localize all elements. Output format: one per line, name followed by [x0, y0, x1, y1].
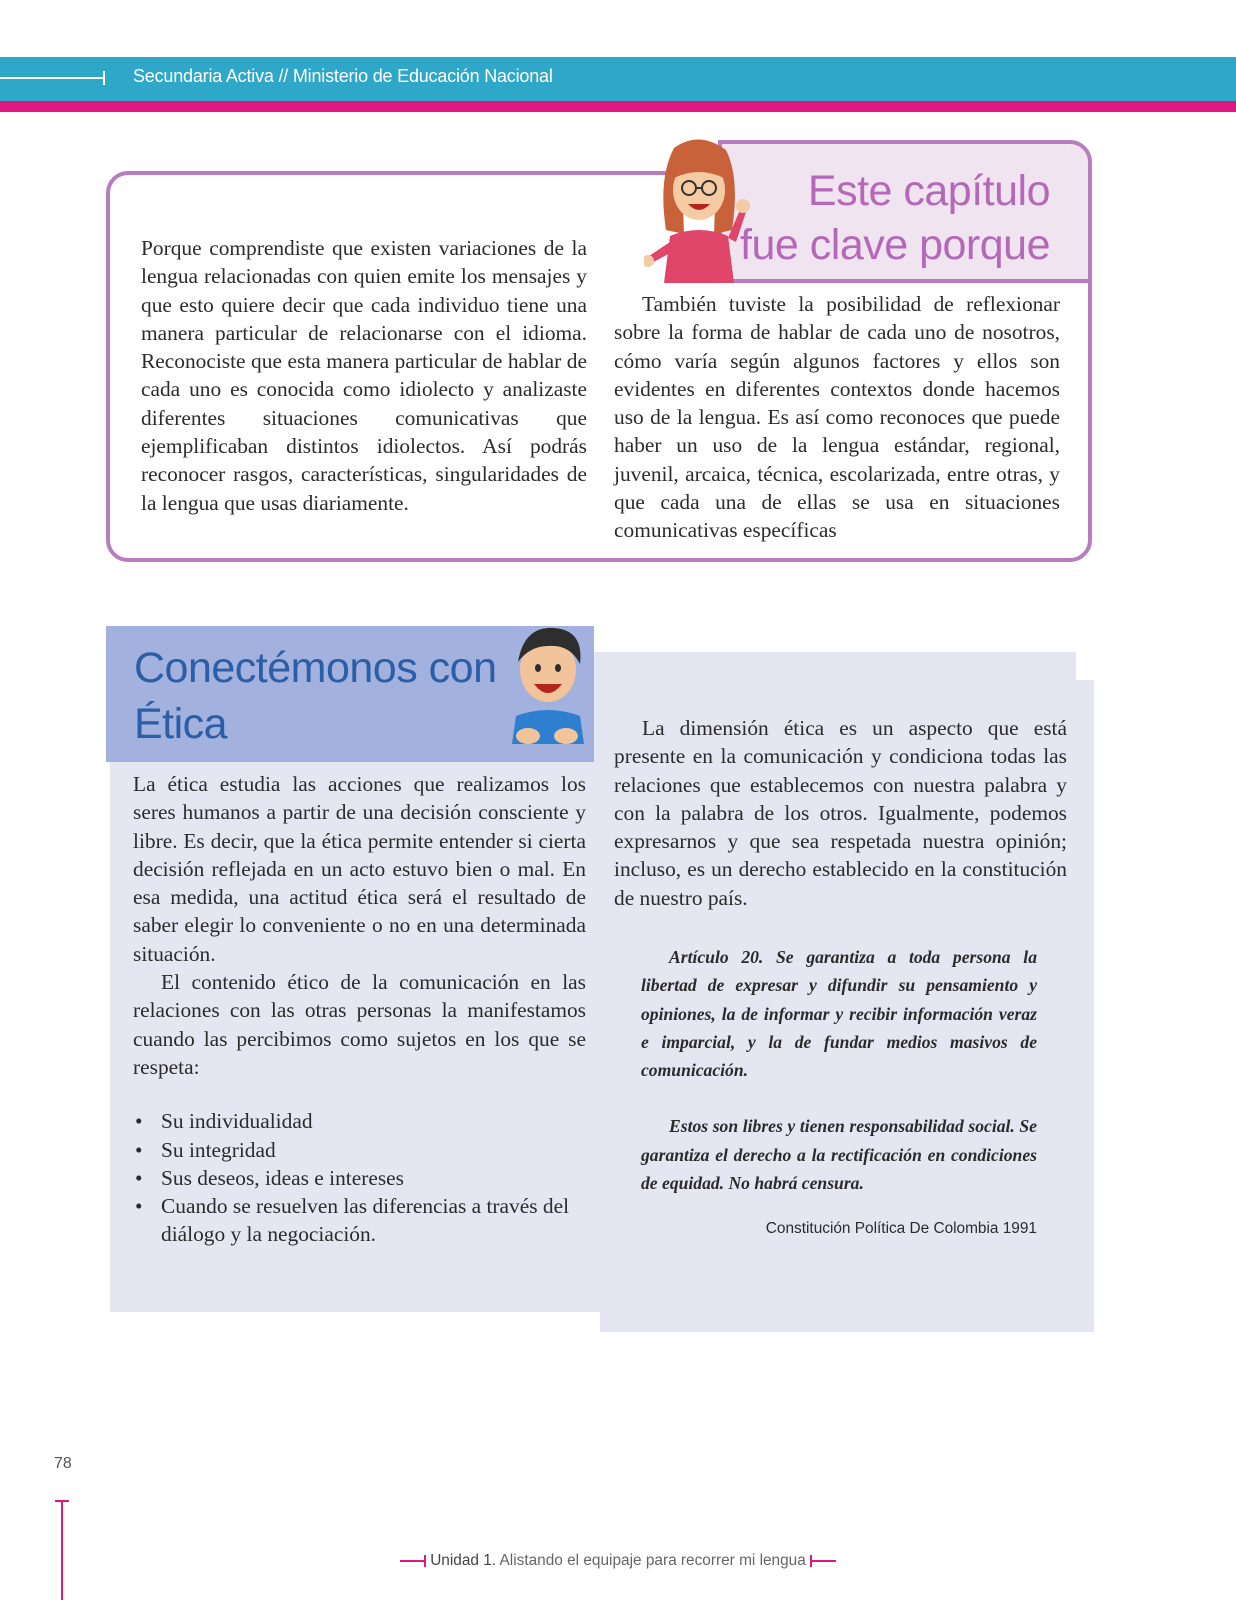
header-rule: [0, 77, 104, 79]
footer-unit-label: Unidad 1.: [430, 1552, 497, 1569]
footer-margin-line: [61, 1500, 63, 1600]
clave-title-line2: fue clave porque: [740, 221, 1050, 269]
etica-title-line2: Ética: [134, 700, 228, 748]
clave-title: [740, 164, 1050, 272]
clave-title-panel: [718, 140, 1092, 283]
list-item: • Cuando se resuelven las diferencias a través del diálogo y la negociación.: [133, 1192, 586, 1249]
article-paragraph-2: Estos son libres y tienen responsabilidad social. Se garantiza el derecho a la rectificación en condiciones de equidad. No habrá censura.: [641, 1116, 1037, 1194]
boy-illustration: [504, 620, 594, 760]
list-item: • Su integridad: [133, 1136, 586, 1164]
footer-unit: [0, 1552, 1236, 1570]
etica-right-column: [614, 714, 1067, 912]
girl-illustration: [644, 138, 754, 283]
footer-rule-left: [400, 1560, 426, 1562]
etica-left-column: [133, 770, 586, 1249]
clave-left-text: Porque comprendiste que existen variaciones de la lengua relacionadas con quien emite los mensajes y que esto quiere decir que cada individuo tiene una manera particular de relacionarse con el idioma. Reconociste que esta manera particular de hablar de cada uno es conocida como idiolecto y analizaste diferentes situaciones comunicativas que ejemplificaban distintos idiolectos. Así podrás reconocer rasgos, características, singularidades de la lengua que usas diariamente.: [141, 236, 587, 515]
etica-left-paragraph-1: La ética estudia las acciones que realizamos los seres humanos a partir de una decisión consciente y libre. Es decir, que la ética permite entender si cierta decisión reflejada en un acto estuvo bien o mal. En esa medida, una actitud ética será el resultado de saber elegir lo conveniente o no en una determinada situación.: [133, 772, 586, 966]
header-title: Secundaria Activa // Ministerio de Educación Nacional: [133, 66, 553, 86]
etica-right-paragraph: La dimensión ética es un aspecto que está presente en la comunicación y condiciona todas las relaciones que establecemos con nuestra palabra y con la palabra de los otros. Igualmente, podemos expresarnos y que sea respetada nuestra opinión; incluso, es un derecho establecido en la constitución de nuestro país.: [614, 716, 1067, 910]
header-accent-stripe: [0, 101, 1236, 112]
etica-title: [134, 640, 497, 752]
article-paragraph-1: Artículo 20. Se garantiza a toda persona la libertad de expresar y difundir su pensamiento y opiniones, la de informar y recibir información veraz e imparcial, y la de fundar medios masivos de comunicación.: [641, 947, 1037, 1081]
quote-source: Constitución Política De Colombia 1991: [765, 1220, 1037, 1237]
etica-title-line1: Conectémonos con: [134, 644, 497, 692]
constitution-quote: [641, 943, 1037, 1197]
clave-title-line1: Este capítulo: [807, 167, 1050, 215]
etica-left-paragraph-2: El contenido ético de la comunicación en las relaciones con las otras personas la manifestamos cuando las percibimos como sujetos en los que se respeta:: [133, 970, 586, 1079]
header-rule-tick: [103, 71, 105, 85]
clave-right-text: También tuviste la posibilidad de reflexionar sobre la forma de hablar de cada uno de nosotros, cómo varía según algunos factores y ellos son evidentes en diferentes contextos donde hacemos uso de la lengua. Es así como reconoces que puede haber un uso de la lengua estándar, regional, juvenil, arcaica, técnica, escolarizada, entre otras, y que cada una de ellas se usa en situaciones comunicativas específicas: [614, 292, 1060, 543]
etica-background-bottom: [600, 1312, 1094, 1332]
footer-unit-title: Alistando el equipaje para recorrer mi lengua: [499, 1552, 806, 1569]
list-item: • Su individualidad: [133, 1107, 586, 1135]
respect-list: [133, 1107, 586, 1248]
etica-background-edge: [1076, 680, 1094, 1332]
list-item: • Sus deseos, ideas e intereses: [133, 1164, 586, 1192]
page-number: 78: [54, 1455, 72, 1472]
footer-rule-right: [810, 1560, 836, 1562]
